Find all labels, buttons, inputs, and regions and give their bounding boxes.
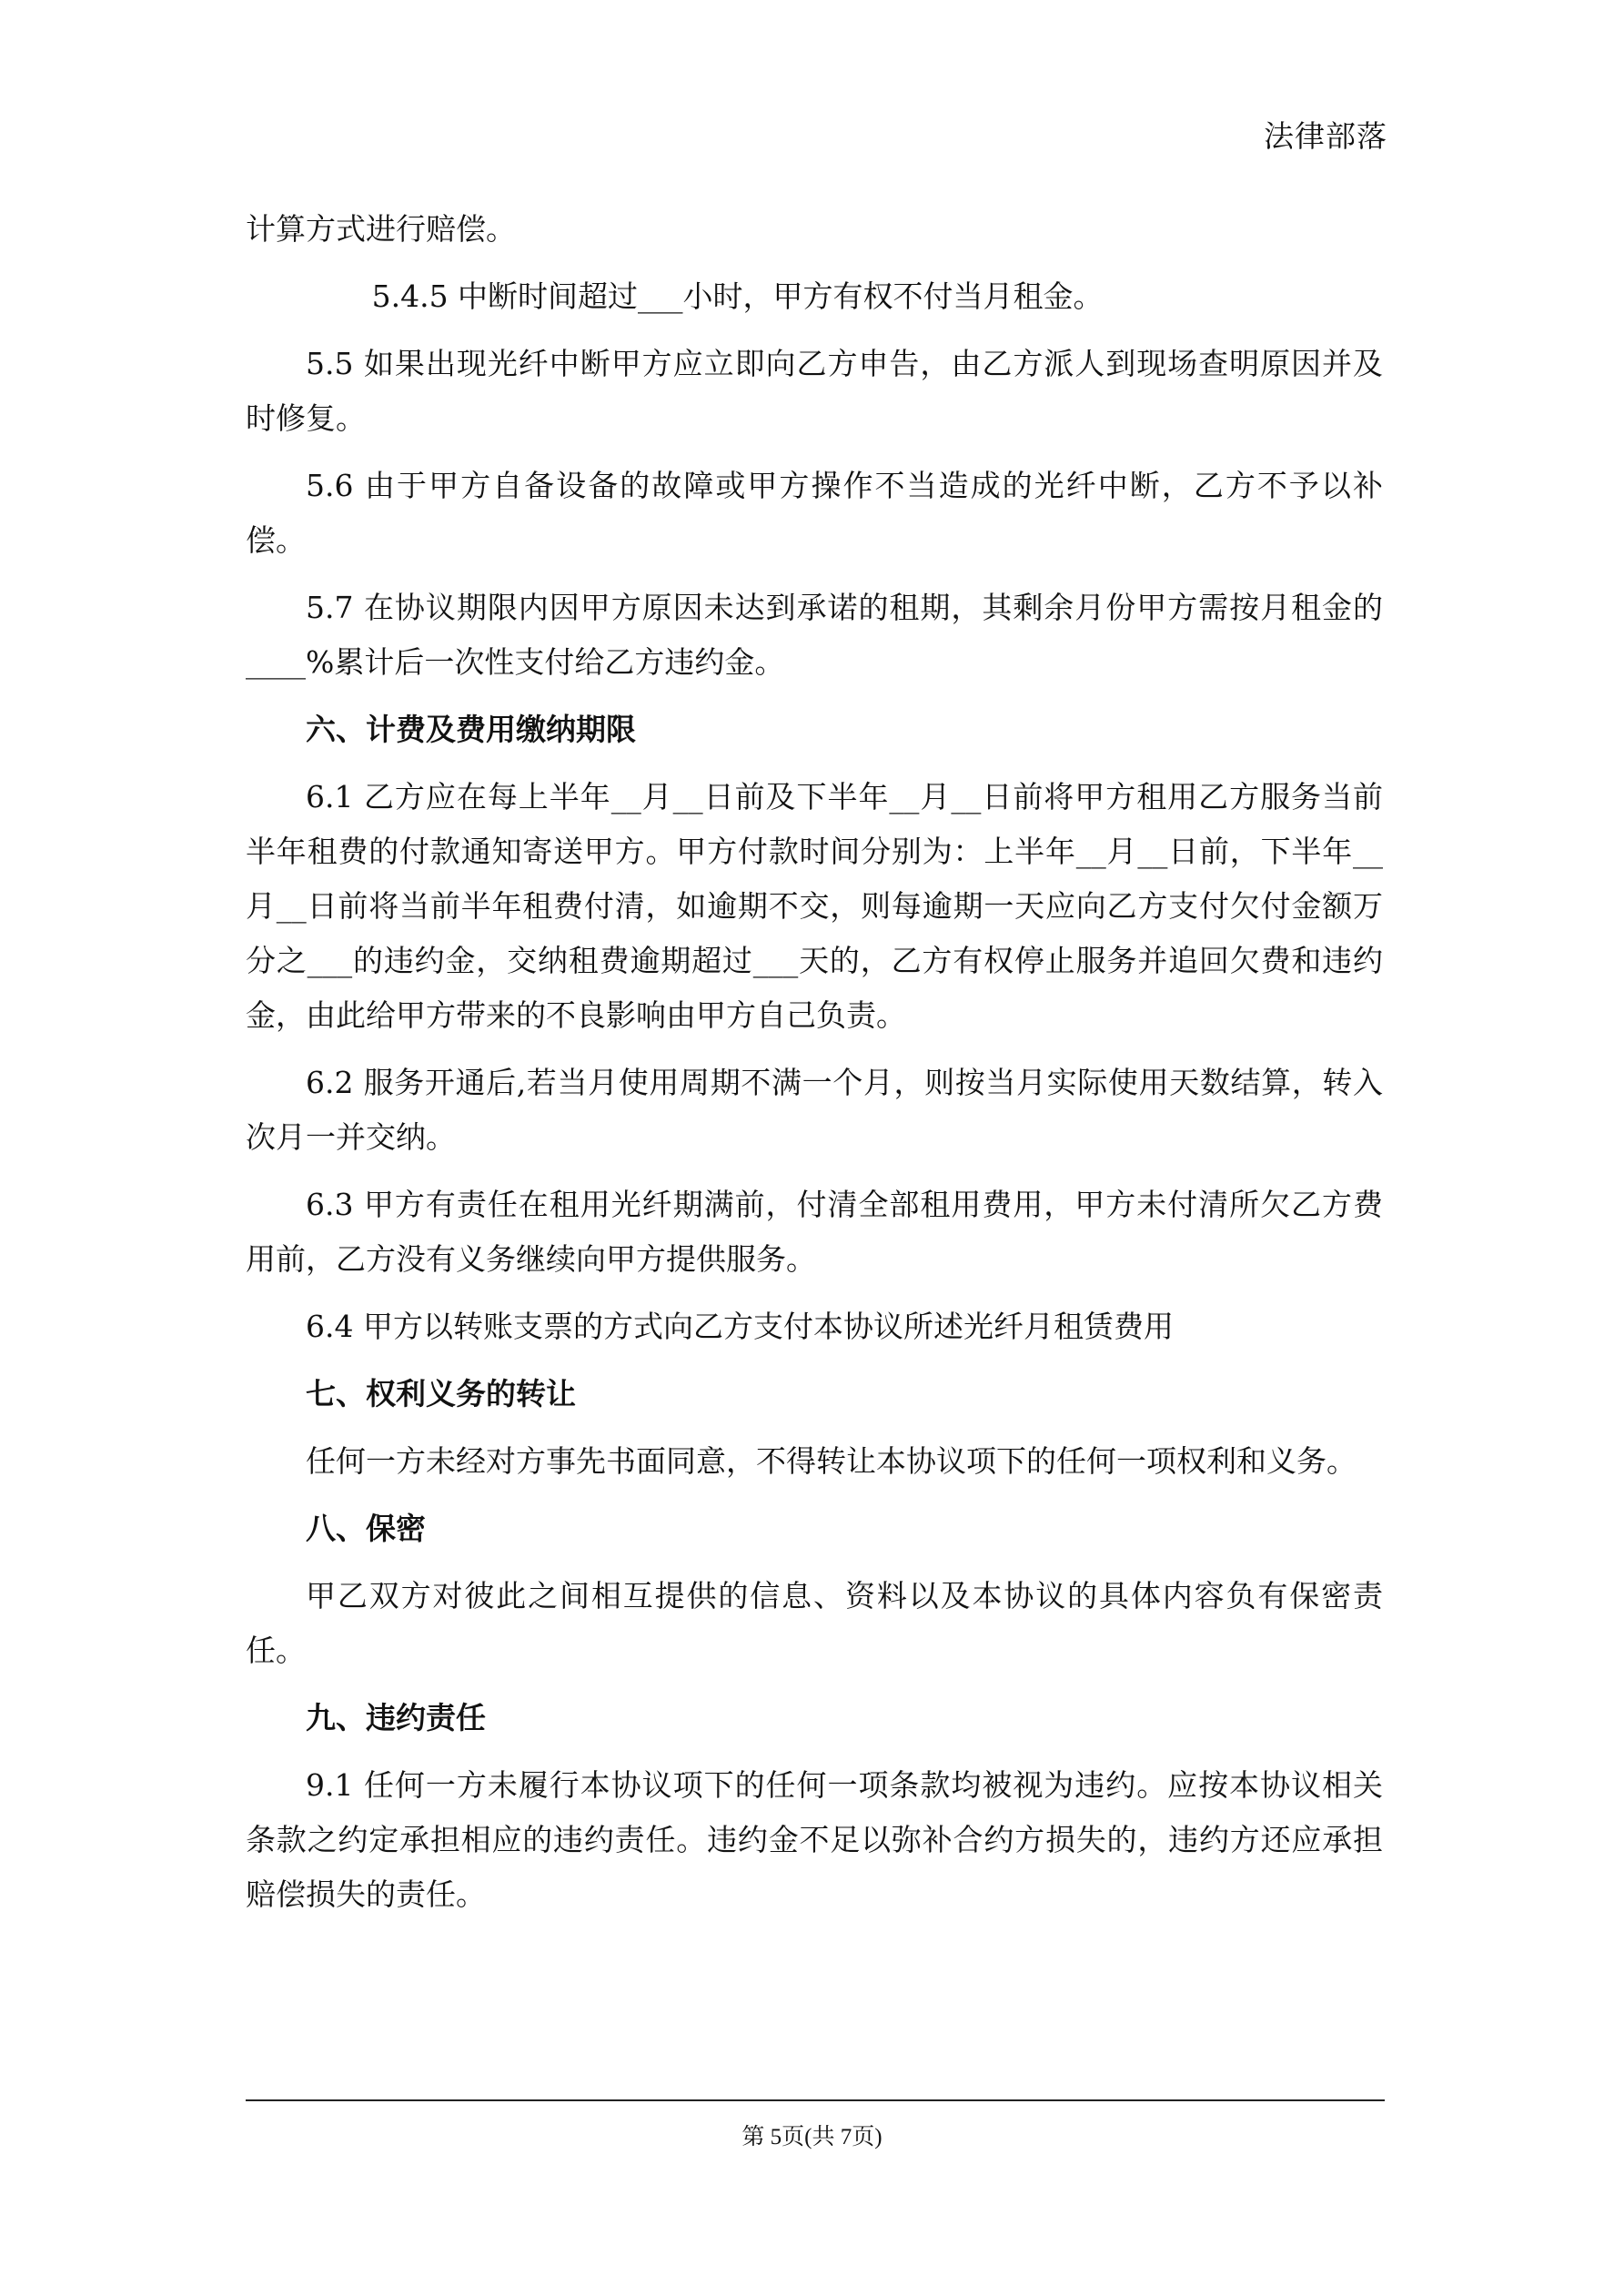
clause-5-6: 5.6 由于甲方自备设备的故障或甲方操作不当造成的光纤中断，乙方不予以补偿。 bbox=[246, 468, 1383, 558]
section-9-heading: 九、违约责任 bbox=[306, 1700, 486, 1735]
header-brand: 法律部落 bbox=[1264, 118, 1387, 154]
page-number: 第 5页(共 7页) bbox=[741, 2125, 883, 2149]
section-8-heading: 八、保密 bbox=[306, 1511, 426, 1546]
clause-6-3: 6.3 甲方有责任在租用光纤期满前，付清全部租用费用，甲方未付清所欠乙方费用前，乙方没有义务继续向甲方提供服务。 bbox=[246, 1187, 1383, 1277]
clause-5-7: 5.7 在协议期限内因甲方原因未达到承诺的租期，其剩余月份甲方需按月租金的____%累计后一次性支付给乙方违约金。 bbox=[246, 590, 1383, 680]
paragraph-continuation: 计算方式进行赔偿。 bbox=[246, 211, 516, 247]
document-body bbox=[246, 202, 1383, 1935]
footer-divider bbox=[246, 2099, 1385, 2101]
clause-6-2: 6.2 服务开通后,若当月使用周期不满一个月，则按当月实际使用天数结算，转入次月一并交纳。 bbox=[246, 1065, 1383, 1155]
clause-6-4: 6.4 甲方以转账支票的方式向乙方支付本协议所述光纤月租赁费用 bbox=[306, 1309, 1174, 1344]
section-7-text: 任何一方未经对方事先书面同意，不得转让本协议项下的任何一项权利和义务。 bbox=[306, 1443, 1357, 1479]
clause-6-1: 6.1 乙方应在每上半年__月__日前及下半年__月__日前将甲方租用乙方服务当前半年租费的付款通知寄送甲方。甲方付款时间分别为：上半年__月__日前，下半年__月__日前将当前半年租费付清，如逾期不交，则每逾期一天应向乙方支付欠付金额万分之___的违约金，交纳租费逾期超过___天的，乙方有权停止服务并追回欠费和违约金，由此给甲方带来的不良影响由甲方自己负责。 bbox=[246, 779, 1383, 1033]
section-8-text: 甲乙双方对彼此之间相互提供的信息、资料以及本协议的具体内容负有保密责任。 bbox=[246, 1578, 1383, 1668]
section-6-heading: 六、计费及费用缴纳期限 bbox=[306, 712, 636, 747]
clause-9-1: 9.1 任何一方未履行本协议项下的任何一项条款均被视为违约。应按本协议相关条款之约定承担相应的违约责任。违约金不足以弥补合约方损失的，违约方还应承担赔偿损失的责任。 bbox=[246, 1767, 1383, 1912]
section-7-heading: 七、权利义务的转让 bbox=[306, 1376, 576, 1411]
clause-5-4-5: 5.4.5 中断时间超过___小时，甲方有权不付当月租金。 bbox=[371, 278, 1104, 314]
clause-5-5: 5.5 如果出现光纤中断甲方应立即向乙方申告，由乙方派人到现场查明原因并及时修复。 bbox=[246, 346, 1383, 436]
